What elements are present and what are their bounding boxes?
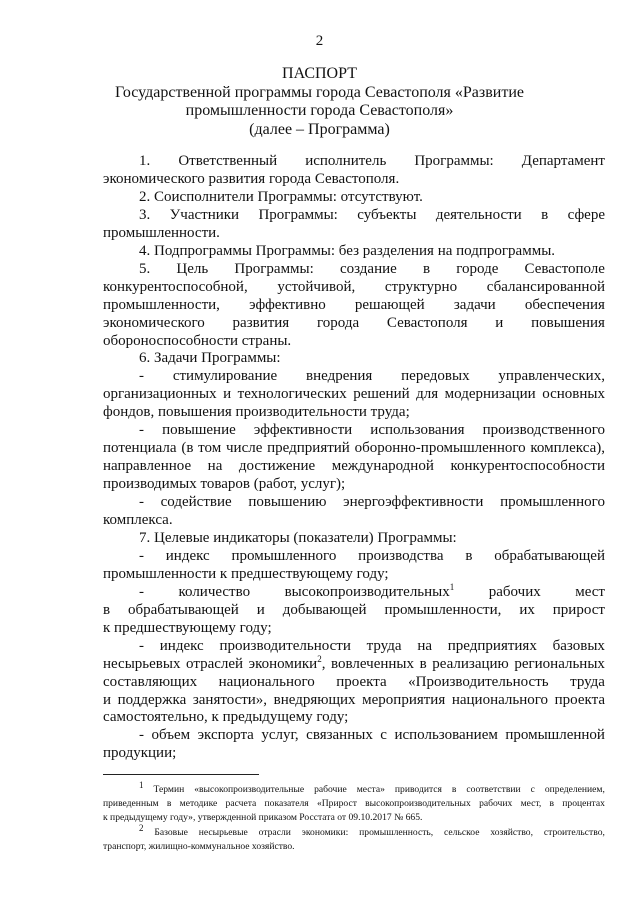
text-line: конкурентоспособной, устойчивой, структурно сбалансированной — [103, 278, 605, 295]
text-line: несырьевых отраслей экономики$^2$, вовлеченных в реализацию региональных — [103, 653, 605, 672]
text-line: и поддержка занятости», внедряющих мероприятия национального проекта — [103, 691, 605, 708]
text-line: 2. Соисполнители Программы: отсутствуют. — [139, 188, 423, 205]
footnote-line: $^2$ Базовые несырьевые отрасли экономики: промышленность, сельское хозяйство, строительство, — [139, 822, 605, 838]
text-line: - индекс производительности труда на предприятиях базовых — [139, 637, 605, 654]
text-line: 3. Участники Программы: субъекты деятельности в сфере — [139, 206, 605, 223]
text-line: 4. Подпрограммы Программы: без разделения на подпрограммы. — [139, 242, 556, 259]
text-line: составляющих национального проекта «Производительность труда — [103, 673, 605, 690]
text-line: промышленности. — [103, 224, 220, 241]
text-line: - объем экспорта услуг, связанных с использованием промышленной — [139, 727, 605, 744]
text-line: в обрабатывающей и добывающей промышленности, их прирост — [103, 601, 605, 618]
footnote-line: приведенным в методике расчета показателя «Прирост высокопроизводительных рабочих мест, в процентах — [103, 798, 605, 810]
text-line: - содействие повышению энергоэффективности промышленного — [139, 494, 605, 511]
text-line: экономического развития города Севастополя. — [103, 170, 400, 187]
text-line: экономического развития города Севастополя и повышения — [103, 314, 605, 331]
title-line: Государственной программы города Севастополя «Развитие — [115, 83, 524, 101]
title-line: промышленности города Севастополя» — [185, 102, 454, 119]
text-line: потенциала (в том числе предприятий оборонно-промышленного комплекса), — [103, 440, 605, 457]
text-line: комплекса. — [103, 512, 173, 528]
text-line: 1. Ответственный исполнитель Программы: Департамент — [139, 153, 605, 169]
footnote-line: $^1$ Термин «высокопроизводительные рабочие места» приводится в соответствии с определением, — [139, 779, 605, 795]
title-line: (далее – Программа) — [249, 120, 390, 138]
text-line: 5. Цель Программы: создание в городе Севастополе — [139, 260, 605, 277]
text-line: промышленности, эффективно решающей задачи обеспечения — [103, 296, 605, 313]
text-line: - индекс промышленного производства в обрабатывающей — [139, 547, 605, 564]
text-line: производимых товаров (работ, услуг); — [103, 476, 346, 493]
text-line: - количество высокопроизводительных$^1$ рабочих мест — [139, 581, 605, 600]
page-number: 2 — [315, 33, 324, 49]
footnote-line: транспорт, жилищно-коммунальное хозяйство. — [103, 840, 295, 852]
text-line: 6. Задачи Программы: — [139, 350, 281, 367]
text-line: 7. Целевые индикаторы (показатели) Программы: — [139, 529, 457, 546]
text-line: направленное на достижение международной конкурентоспособности — [103, 458, 605, 475]
text-line: самостоятельно, к предыдущему году; — [103, 709, 349, 726]
footnote-separator — [103, 774, 259, 775]
text-line: - повышение эффективности использования производственного — [139, 422, 605, 439]
text-line: к предшествующему году; — [103, 619, 272, 636]
footnote-line: к предыдущему году», утвержденной приказом Росстата от 09.10.2017 № 665. — [103, 812, 423, 824]
passport-title — [0, 65, 639, 139]
text-line: организационных и технологических решений для модернизации основных — [103, 386, 605, 403]
text-line: обороноспособности страны. — [103, 332, 292, 349]
text-line: фондов, повышения производительности труда; — [103, 404, 410, 421]
text-line: промышленности к предшествующему году; — [103, 565, 389, 582]
title-line: ПАСПОРТ — [282, 65, 357, 82]
text-line: продукции; — [103, 745, 177, 762]
text-line: - стимулирование внедрения передовых управленческих, — [139, 368, 605, 385]
